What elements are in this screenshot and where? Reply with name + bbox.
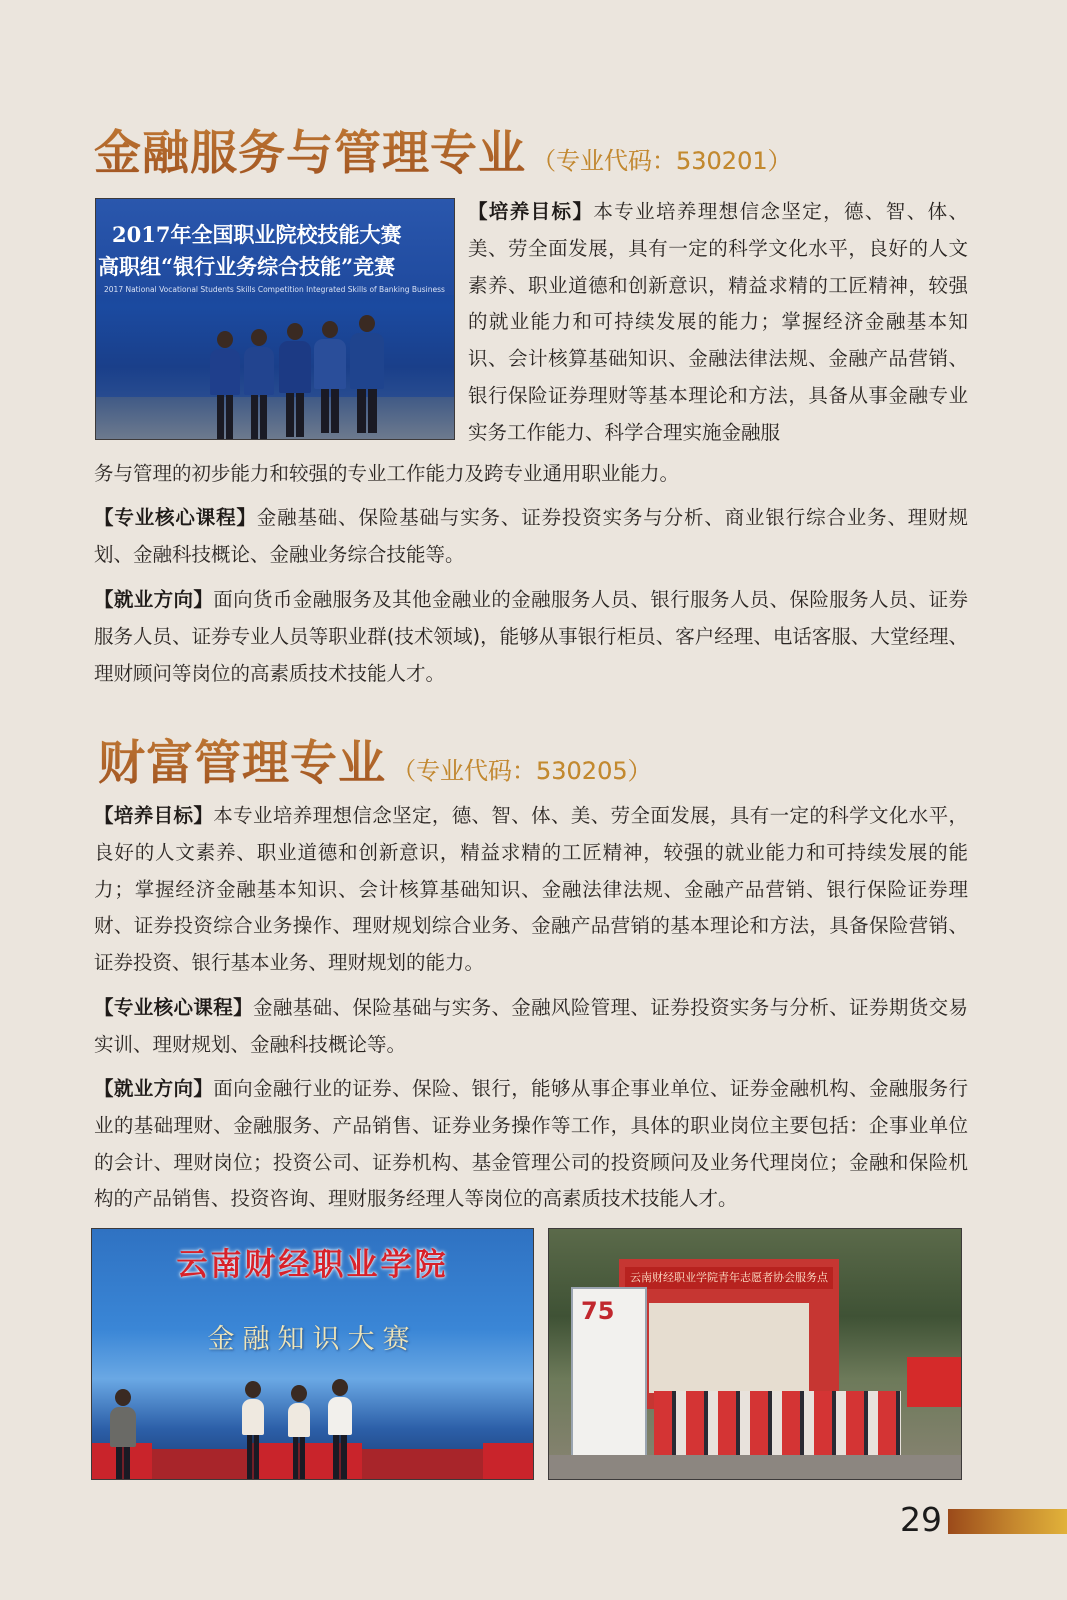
photo-banner-line3: 2017 National Vocational Students Skills Competition Integrated Skills of Banking Business (104, 285, 445, 294)
volunteer-station-photo (548, 1228, 962, 1480)
photo-banner-line1: 2017年全国职业院校技能大赛 (112, 222, 402, 247)
section1-goal-text-bottom: 务与管理的初步能力和较强的专业工作能力及跨专业通用职业能力。 (94, 462, 680, 485)
section2-career-text: 面向金融行业的证券、保险、银行，能够从事企事业单位、证券金融机构、金融服务行业的基础理财、金融服务、产品销售、证券业务操作等工作，具体的职业岗位主要包括：企事业单位的会计、理财岗位；投资公司、证券机构、基金管理公司的投资顾问及业务代理岗位；金融和保险机构的产品销售、投资咨询、理财服务经理人等岗位的高素质技术技能人才。 (94, 1077, 968, 1211)
section2-career-label: 【就业方向】 (94, 1077, 214, 1100)
photo-college-heading: 云南财经职业学院 (176, 1247, 449, 1283)
volunteer-group (654, 1391, 901, 1461)
section2-goal (94, 798, 968, 982)
section1-goal-bottom (94, 456, 968, 493)
section2-title: 财富管理专业 （专业代码：530205） (98, 726, 652, 793)
section2-goal-label: 【培养目标】 (94, 804, 214, 827)
section1-goal-top (468, 194, 968, 452)
section1-goal-text-top: 本专业培养理想信念坚定，德、智、体、美、劳全面发展，具有一定的科学文化水平，良好的人文素养、职业道德和创新意识，精益求精的工匠精神，较强的就业能力和可持续发展的能力；掌握经济金融基本知识、会计核算基础知识、金融法律法规、金融产品营销、银行保险证券理财等基本理论和方法，具备从事金融专业实务工作能力、科学合理实施金融服 (468, 200, 968, 444)
section1-core-label: 【专业核心课程】 (94, 506, 257, 529)
page-number: 29 (900, 1500, 942, 1539)
volunteer-station-sign: 云南财经职业学院青年志愿者协会服务点 (625, 1267, 833, 1289)
section1-career (94, 582, 968, 692)
section2-goal-text: 本专业培养理想信念坚定，德、智、体、美、劳全面发展，具有一定的科学文化水平，良好的人文素养、职业道德和创新意识，精益求精的工匠精神，较强的就业能力和可持续发展的能力；掌握经济金融基本知识、会计核算基础知识、金融法律法规、金融产品营销、银行保险证券理财、证券投资综合业务操作、理财规划综合业务、金融产品营销的基本理论和方法，具备保险营销、证券投资、银行基本业务、理财规划的能力。 (94, 804, 968, 975)
page-accent-bar (948, 1509, 1067, 1534)
section1-goal-label: 【培养目标】 (468, 200, 594, 223)
display-board (571, 1287, 647, 1461)
photo-contest-subheading: 金融知识大赛 (207, 1324, 418, 1355)
competition-photo (95, 198, 455, 440)
section1-career-label: 【就业方向】 (94, 588, 214, 611)
section2-core (94, 990, 968, 1064)
section1-title: 金融服务与管理专业 （专业代码：530201） (94, 116, 792, 183)
section1-code: （专业代码：530201） (532, 147, 792, 175)
financial-knowledge-contest-photo (91, 1228, 534, 1480)
section2-core-text: 金融基础、保险基础与实务、金融风险管理、证券投资实务与分析、证券期货交易实训、理财规划、金融科技概论等。 (94, 996, 968, 1056)
flag-banner (907, 1357, 961, 1407)
section2-career (94, 1071, 968, 1218)
photo-banner-line2: 高职组“银行业务综合技能”竞赛 (98, 254, 396, 279)
section1-core-text: 金融基础、保险基础与实务、证券投资实务与分析、商业银行综合业务、理财规划、金融科技概论、金融业务综合技能等。 (94, 506, 968, 566)
section2-code: （专业代码：530205） (392, 757, 652, 785)
section1-career-text: 面向货币金融服务及其他金融业的金融服务人员、银行服务人员、保险服务人员、证券服务人员、证券专业人员等职业群(技术领域)，能够从事银行柜员、客户经理、电话客服、大堂经理、理财顾问等岗位的高素质技术技能人才。 (94, 588, 968, 685)
section1-core (94, 500, 968, 574)
board-number: 75 (581, 1297, 615, 1325)
section2-core-label: 【专业核心课程】 (94, 996, 253, 1019)
